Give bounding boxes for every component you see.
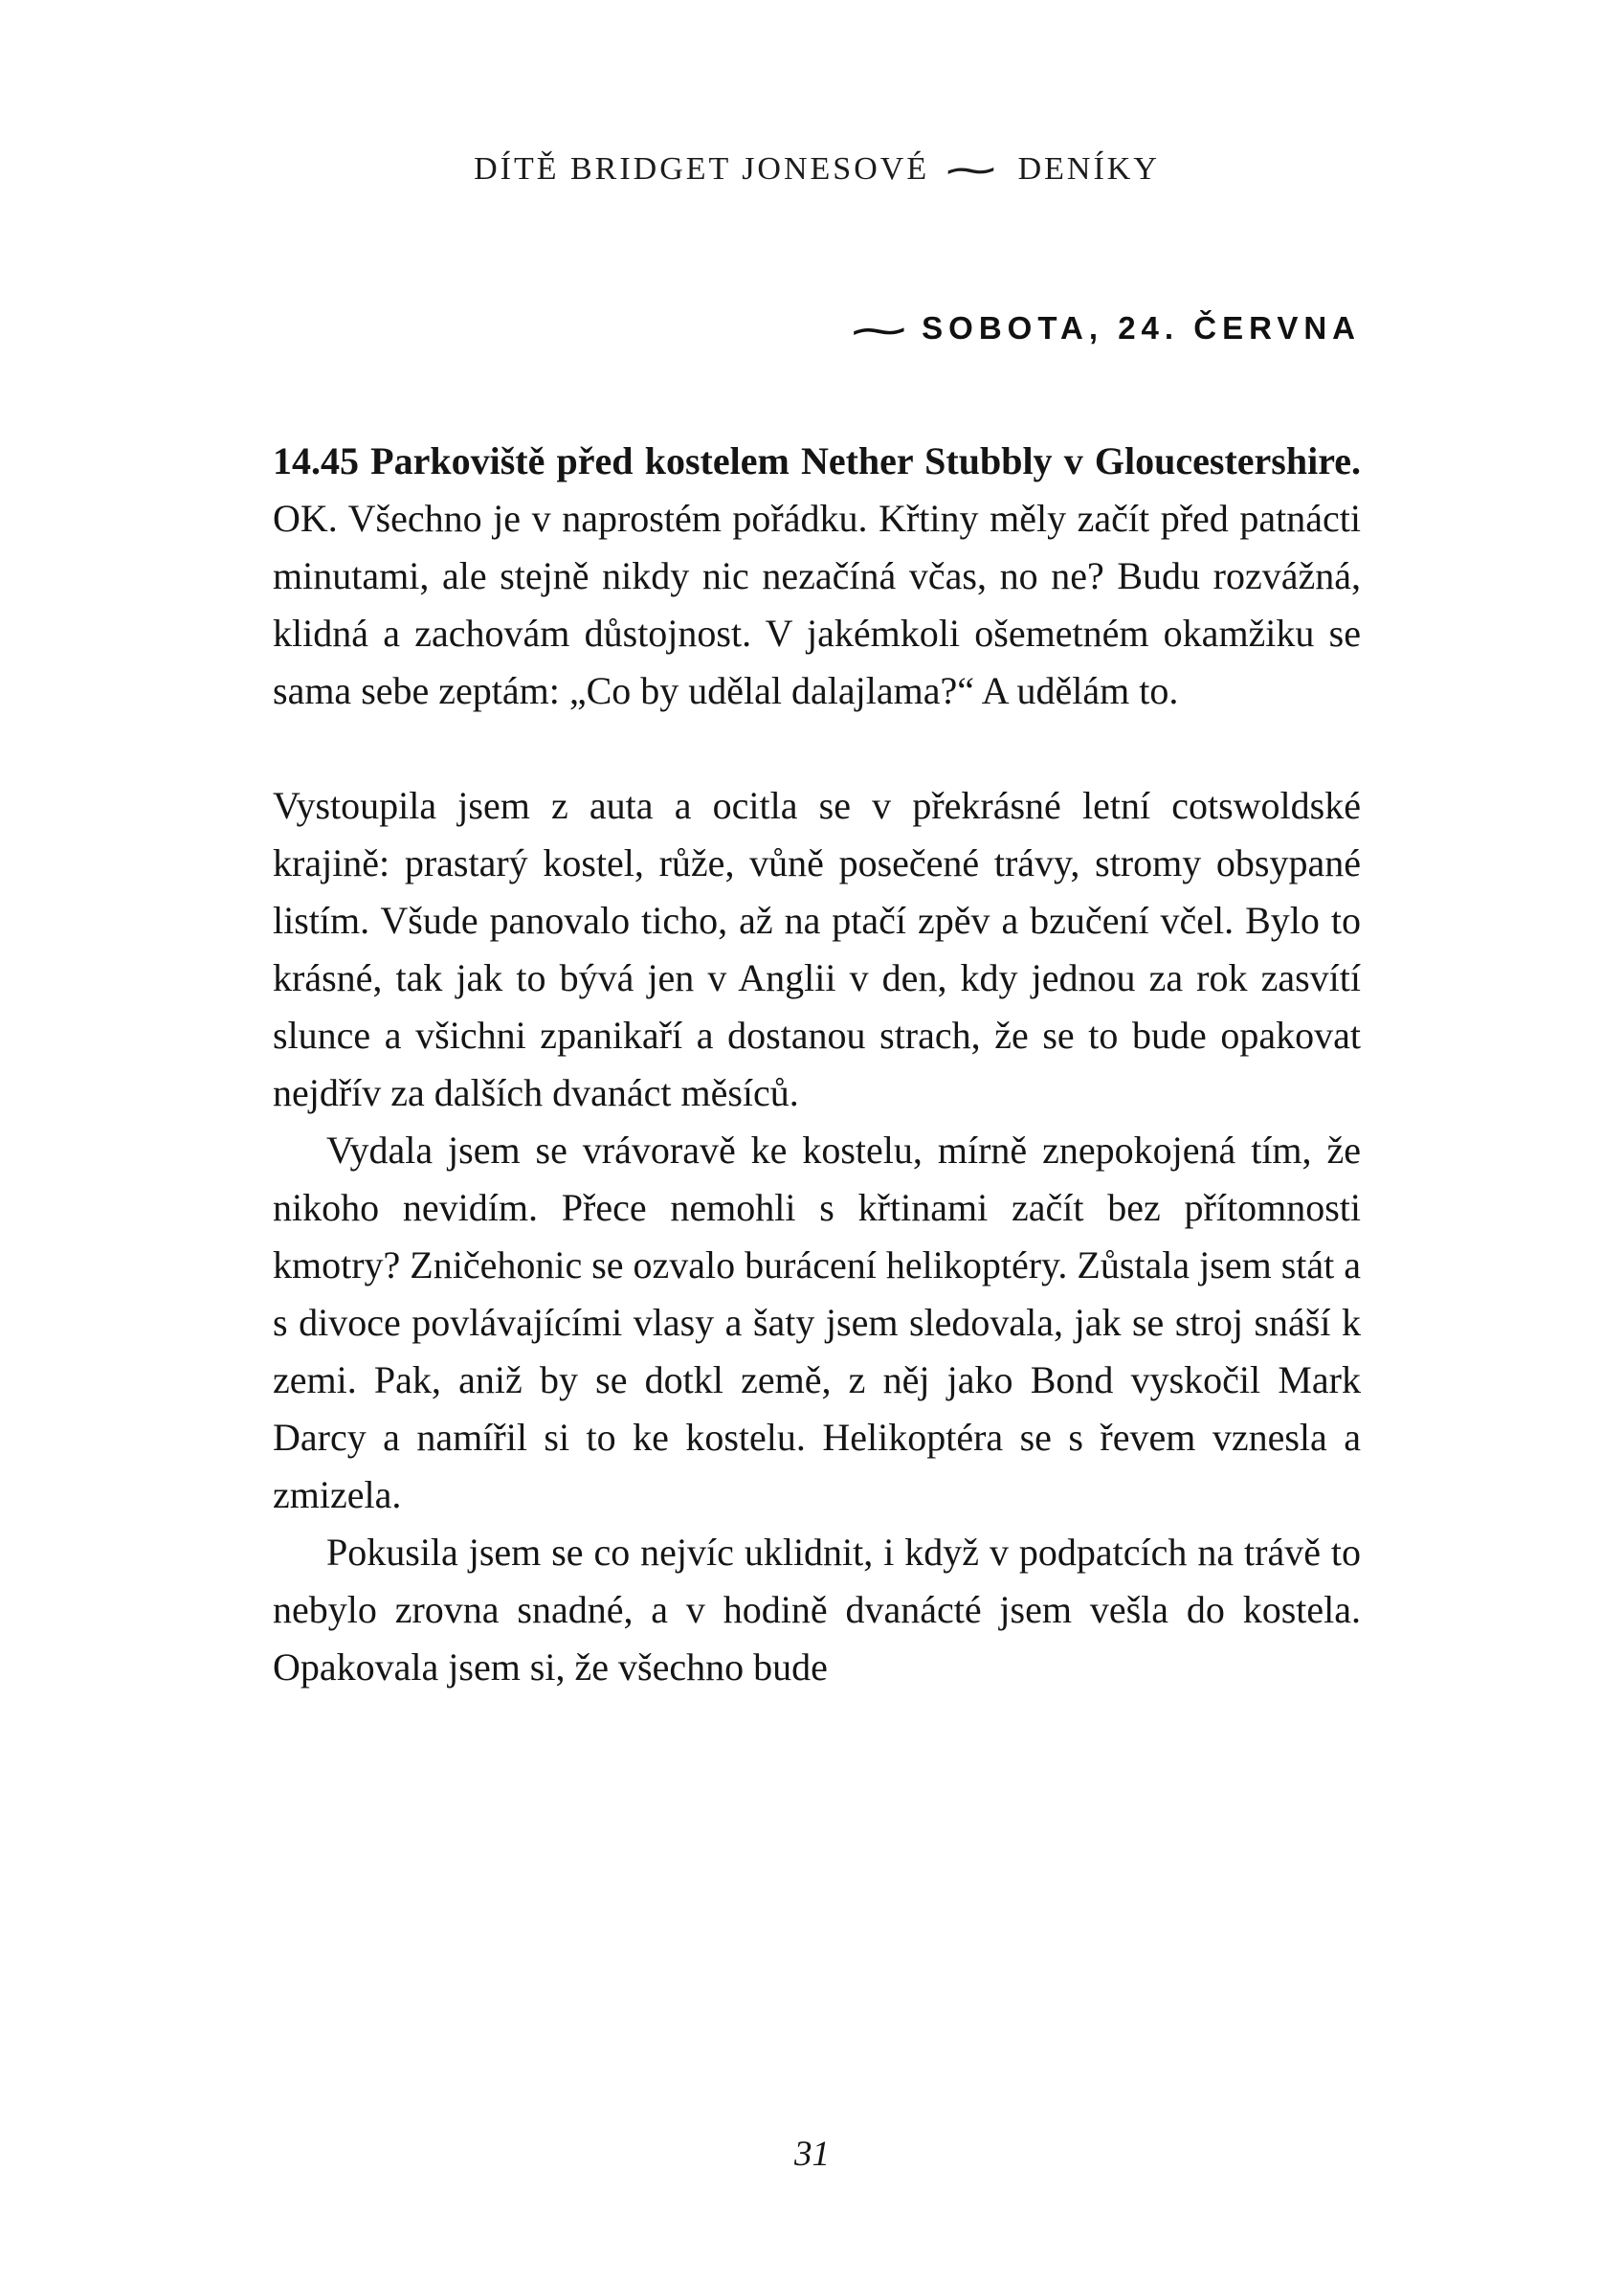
paragraph-4-text: Pokusila jsem se co nejvíc uklidnit, i když v podpatcích na trávě to nebylo zrovna snadné, a v hodině dvanácté jsem vešla do kostela. Opakovala jsem si, že všechno bude — [273, 1531, 1361, 1689]
paragraph-4 — [273, 1524, 1361, 1696]
book-subtitle: DENÍKY — [1017, 151, 1160, 187]
paragraph-1-text: OK. Všechno je v naprostém pořádku. Křtiny měly začít před patnácti minutami, ale stejně nikdy nic nezačíná včas, no ne? Budu rozvážná, klidná a zachovám důstojnost. V jakémkoli ošemetném okamžiku se sama sebe zeptám: „Co by udělal dalajlama?“ A udělám to. — [273, 497, 1361, 712]
paragraph-2 — [273, 777, 1361, 1122]
book-title: DÍTĚ BRIDGET JONESOVÉ — [474, 151, 930, 187]
page-number: 31 — [794, 2135, 830, 2174]
paragraph-1-bold-lead: 14.45 Parkoviště před kostelem Nether Stubbly v Gloucestershire. — [273, 439, 1361, 482]
paragraph-1 — [273, 433, 1361, 720]
paragraph-3-text: Vydala jsem se vrávoravě ke kostelu, mírně znepokojená tím, že nikoho nevidím. Přece nemohli s křtinami začít bez přítomnosti kmotry? Zničehonic se ozvalo burácení helikoptéry. Zůstala jsem stát a s divoce povlávajícími vlasy a šaty jsem sledovala, jak se stroj snáší k zemi. Pak, aniž by se dotkl země, z něj jako Bond vyskočil Mark Darcy a namířil si to ke kostelu. Helikoptéra se s řevem vznesla a zmizela. — [273, 1129, 1362, 1516]
running-header: DÍTĚ BRIDGET JONESOVÉ ∼ DENÍKY — [474, 148, 1160, 191]
date-text: SOBOTA, 24. ČERVNA — [922, 310, 1361, 346]
date-heading: ∼ SOBOTA, 24. ČERVNA — [845, 307, 1361, 354]
body-text — [273, 433, 1361, 1696]
paragraph-2-text: Vystoupila jsem z auta a ocitla se v překrásné letní cotswoldské krajině: prastarý kostel, růže, vůně posečené trávy, stromy obsypané listím. Všude panovalo ticho, až na ptačí zpěv a bzučení včel. Bylo to krásné, tak jak to bývá jen v Anglii v den, kdy jednou za rok zasvítí slunce a všichni zpanikaří a dostanou strach, že se to bude opakovat nejdřív za dalších dvanáct měsíců. — [273, 784, 1361, 1114]
paragraph-3 — [273, 1122, 1361, 1524]
